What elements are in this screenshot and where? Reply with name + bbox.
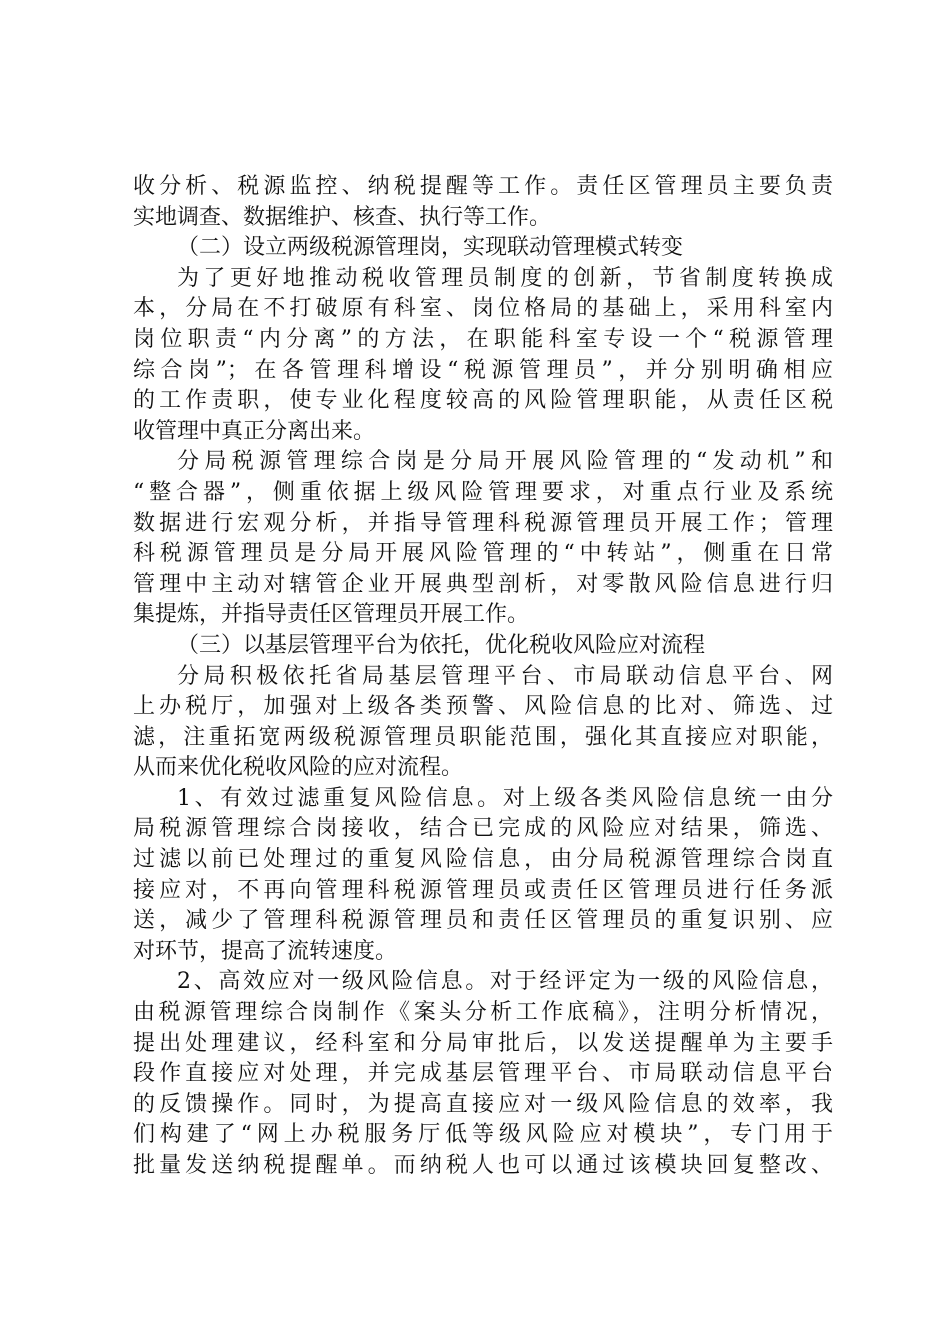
text-line: 分局税源管理综合岗是分局开展风险管理的“发动机”和 [177, 449, 833, 475]
text-line: 的工作责职，使专业化程度较高的风险管理职能，从责任区税 [133, 388, 833, 414]
section-heading: （二）设立两级税源管理岗，实现联动管理模式转变 [177, 235, 684, 261]
document-body [133, 172, 833, 1182]
text-line: 岗位职责“内分离”的方法，在职能科室专设一个“税源管理 [133, 326, 833, 352]
text-line: 从而来优化税收风险的应对流程。 [133, 755, 464, 781]
text-line: 管理中主动对辖管企业开展典型剖析，对零散风险信息进行归 [133, 571, 833, 597]
text-line: 本，分局在不打破原有科室、岗位格局的基础上，采用科室内 [133, 296, 833, 322]
text-line: 的反馈操作。同时，为提高直接应对一级风险信息的效率，我 [133, 1091, 833, 1117]
text-line: 分局积极依托省局基层管理平台、市局联动信息平台、网 [177, 663, 833, 689]
text-line: 批量发送纳税提醒单。而纳税人也可以通过该模块回复整改、 [133, 1153, 833, 1178]
text-line: 收管理中真正分离出来。 [133, 418, 376, 444]
text-line: “整合器”，侧重依据上级风险管理要求，对重点行业及系统 [133, 479, 833, 505]
text-line: 段作直接应对处理，并完成基层管理平台、市局联动信息平台 [133, 1061, 833, 1087]
section-heading: （三）以基层管理平台为依托，优化税收风险应对流程 [177, 632, 706, 658]
text-line: 对环节，提高了流转速度。 [133, 938, 398, 964]
text-line: 2、高效应对一级风险信息。对于经评定为一级的风险信息， [177, 969, 833, 995]
text-line: 上办税厅，加强对上级各类预警、风险信息的比对、筛选、过 [133, 694, 833, 720]
text-line: 收分析、税源监控、纳税提醒等工作。责任区管理员主要负责 [133, 174, 833, 199]
text-line: 接应对，不再向管理科税源管理员或责任区管理员进行任务派 [133, 877, 833, 903]
text-line: 为了更好地推动税收管理员制度的创新，节省制度转换成 [177, 265, 833, 291]
text-line: 过滤以前已处理过的重复风险信息，由分局税源管理综合岗直 [133, 847, 833, 873]
text-line: 由税源管理综合岗制作《案头分析工作底稿》，注明分析情况， [133, 1000, 833, 1026]
text-line: 科税源管理员是分局开展风险管理的“中转站”，侧重在日常 [133, 541, 833, 567]
text-line: 综合岗”；在各管理科增设“税源管理员”，并分别明确相应 [133, 357, 833, 383]
text-line: 滤，注重拓宽两级税源管理员职能范围，强化其直接应对职能， [133, 724, 833, 750]
text-line: 实地调查、数据维护、核查、执行等工作。 [133, 204, 552, 230]
text-line: 1、有效过滤重复风险信息。对上级各类风险信息统一由分 [177, 785, 833, 811]
text-line: 数据进行宏观分析，并指导管理科税源管理员开展工作；管理 [133, 510, 833, 536]
text-line: 局税源管理综合岗接收，结合已完成的风险应对结果，筛选、 [133, 816, 833, 842]
text-line: 送，减少了管理科税源管理员和责任区管理员的重复识别、应 [133, 908, 833, 934]
text-line: 们构建了“网上办税服务厅低等级风险应对模块”，专门用于 [133, 1122, 833, 1148]
text-line: 提出处理建议，经科室和分局审批后，以发送提醒单为主要手 [133, 1030, 833, 1056]
text-line: 集提炼，并指导责任区管理员开展工作。 [133, 602, 530, 628]
